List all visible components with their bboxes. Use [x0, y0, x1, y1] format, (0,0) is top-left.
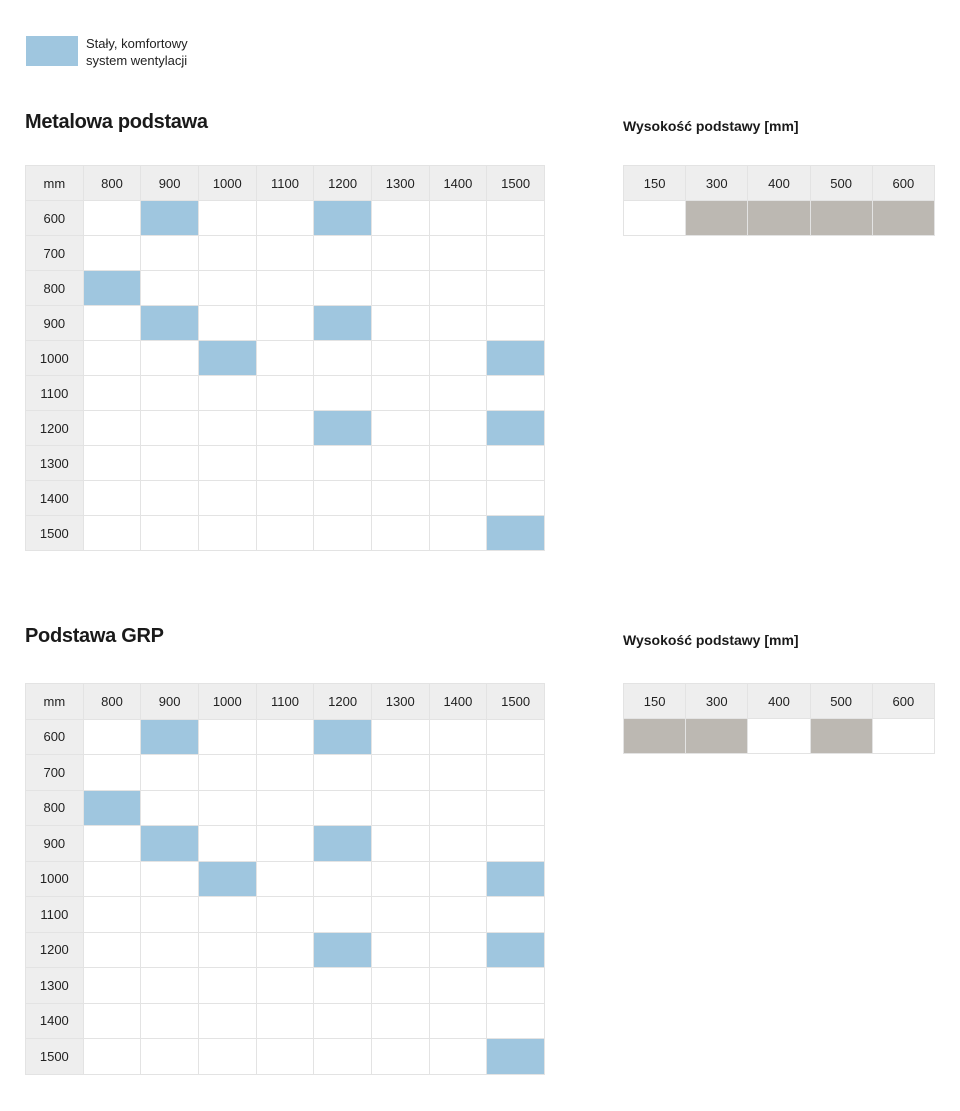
- column-header: 1400: [429, 166, 487, 201]
- grid-cell: [198, 719, 256, 755]
- row-header: 1300: [26, 446, 84, 481]
- row-header: 1500: [26, 1039, 84, 1075]
- grid-cell-available: [141, 719, 199, 755]
- grid-cell: [198, 968, 256, 1004]
- grid-cell: [198, 897, 256, 933]
- grid-cell: [429, 790, 487, 826]
- column-header: 1300: [371, 166, 429, 201]
- grid-cell: [314, 755, 372, 791]
- grid-cell: [429, 411, 487, 446]
- grid-cell: [314, 341, 372, 376]
- grid-cell: [141, 411, 199, 446]
- grid-cell: [141, 446, 199, 481]
- height-value-row: [624, 719, 935, 754]
- grid-cell: [429, 826, 487, 862]
- height-value-row: [624, 201, 935, 236]
- height-cell-available: [810, 719, 872, 754]
- grid-cell: [487, 201, 545, 236]
- column-header: 1100: [256, 166, 314, 201]
- grid-cell: [429, 755, 487, 791]
- grid-cell: [141, 481, 199, 516]
- grid-cell: [256, 411, 314, 446]
- height-cell: [624, 201, 686, 236]
- row-header: 1300: [26, 968, 84, 1004]
- grid-cell: [198, 306, 256, 341]
- corner-label: mm: [26, 166, 84, 201]
- grid-cell: [83, 201, 141, 236]
- grid-cell: [429, 236, 487, 271]
- grid-row: [26, 861, 545, 897]
- grid-cell: [256, 755, 314, 791]
- grid-cell: [256, 446, 314, 481]
- grid-cell: [83, 236, 141, 271]
- grid-cell: [256, 719, 314, 755]
- grid-cell-available: [314, 411, 372, 446]
- grid-cell: [429, 861, 487, 897]
- grid-cell: [256, 236, 314, 271]
- grid-cell: [371, 306, 429, 341]
- grid-cell: [256, 516, 314, 551]
- grid-cell: [314, 1039, 372, 1075]
- column-header: 800: [83, 684, 141, 720]
- grid-cell-available: [141, 201, 199, 236]
- grid-cell: [429, 1003, 487, 1039]
- row-header: 800: [26, 790, 84, 826]
- grid-row: [26, 271, 545, 306]
- grid-row: [26, 446, 545, 481]
- grid-cell-available: [314, 826, 372, 862]
- height-header: 500: [810, 684, 872, 719]
- height-title-grp: Wysokość podstawy [mm]: [623, 632, 799, 648]
- grid-cell: [256, 481, 314, 516]
- grid-cell: [256, 306, 314, 341]
- grid-cell: [83, 376, 141, 411]
- grid-row: [26, 341, 545, 376]
- height-header: 150: [624, 166, 686, 201]
- grid-cell: [314, 446, 372, 481]
- grid-cell: [256, 790, 314, 826]
- section-title-metal: Metalowa podstawa: [25, 111, 208, 133]
- grid-cell: [83, 932, 141, 968]
- grid-cell: [314, 481, 372, 516]
- grid-cell: [198, 932, 256, 968]
- grid-cell: [371, 790, 429, 826]
- grid-cell-available: [198, 341, 256, 376]
- grid-row: [26, 719, 545, 755]
- grid-cell: [83, 1039, 141, 1075]
- grid-cell: [141, 1003, 199, 1039]
- grid-cell: [371, 481, 429, 516]
- grid-cell-available: [141, 306, 199, 341]
- grid-header-row: [26, 684, 545, 720]
- grid-cell: [198, 755, 256, 791]
- height-title-metal: Wysokość podstawy [mm]: [623, 118, 799, 134]
- row-header: 1200: [26, 411, 84, 446]
- grid-row: [26, 1039, 545, 1075]
- grid-cell-available: [198, 861, 256, 897]
- grid-cell: [371, 1039, 429, 1075]
- grid-cell: [83, 755, 141, 791]
- grid-cell-available: [314, 932, 372, 968]
- column-header: 1100: [256, 684, 314, 720]
- grid-cell-available: [487, 1039, 545, 1075]
- grid-cell: [198, 790, 256, 826]
- grid-cell: [487, 306, 545, 341]
- row-header: 700: [26, 755, 84, 791]
- grid-cell: [141, 376, 199, 411]
- height-table-metal: [623, 165, 935, 236]
- grid-cell: [141, 755, 199, 791]
- grid-cell: [198, 271, 256, 306]
- grid-cell: [141, 861, 199, 897]
- height-cell-available: [686, 201, 748, 236]
- row-header: 1100: [26, 376, 84, 411]
- grid-cell: [83, 719, 141, 755]
- grid-cell-available: [141, 826, 199, 862]
- grid-cell: [429, 481, 487, 516]
- grid-cell: [314, 236, 372, 271]
- height-header: 600: [872, 684, 934, 719]
- grid-cell: [256, 968, 314, 1004]
- grid-cell: [371, 236, 429, 271]
- legend-label: Stały, komfortowy system wentylacji: [86, 36, 188, 68]
- grid-cell: [83, 897, 141, 933]
- grid-cell: [198, 411, 256, 446]
- grid-cell-available: [487, 932, 545, 968]
- grid-cell: [429, 932, 487, 968]
- grid-row: [26, 201, 545, 236]
- grid-cell: [198, 1003, 256, 1039]
- height-table-grp: [623, 683, 935, 754]
- grid-cell: [314, 790, 372, 826]
- height-header-row: [624, 166, 935, 201]
- grid-cell: [141, 968, 199, 1004]
- column-header: 1400: [429, 684, 487, 720]
- grid-cell: [314, 897, 372, 933]
- height-cell-available: [872, 201, 934, 236]
- grid-cell: [429, 341, 487, 376]
- grid-row: [26, 411, 545, 446]
- grid-cell: [371, 755, 429, 791]
- column-header: 1000: [198, 684, 256, 720]
- grid-cell: [83, 446, 141, 481]
- grid-cell: [256, 826, 314, 862]
- height-header: 600: [872, 166, 934, 201]
- grid-cell: [256, 861, 314, 897]
- grid-cell: [371, 376, 429, 411]
- height-cell-available: [686, 719, 748, 754]
- row-header: 1200: [26, 932, 84, 968]
- grid-cell: [314, 516, 372, 551]
- grid-cell: [429, 306, 487, 341]
- grid-cell: [314, 861, 372, 897]
- grid-cell-available: [487, 341, 545, 376]
- grid-cell: [83, 1003, 141, 1039]
- row-header: 1000: [26, 861, 84, 897]
- grid-cell-available: [487, 861, 545, 897]
- grid-cell: [256, 1039, 314, 1075]
- column-header: 1200: [314, 684, 372, 720]
- grid-cell: [429, 1039, 487, 1075]
- grid-row: [26, 516, 545, 551]
- grid-cell: [429, 897, 487, 933]
- row-header: 800: [26, 271, 84, 306]
- grid-cell: [83, 341, 141, 376]
- grid-row: [26, 790, 545, 826]
- grid-cell: [371, 341, 429, 376]
- grid-cell: [429, 719, 487, 755]
- grid-cell: [83, 411, 141, 446]
- grid-cell: [429, 376, 487, 411]
- height-header: 150: [624, 684, 686, 719]
- grid-cell: [371, 861, 429, 897]
- grid-cell-available: [487, 411, 545, 446]
- grid-cell: [429, 968, 487, 1004]
- grid-cell: [487, 897, 545, 933]
- grid-cell: [314, 968, 372, 1004]
- column-header: 1000: [198, 166, 256, 201]
- grid-row: [26, 481, 545, 516]
- section-title-grp: Podstawa GRP: [25, 625, 164, 647]
- grid-row: [26, 376, 545, 411]
- grid-row: [26, 897, 545, 933]
- grid-cell: [487, 446, 545, 481]
- grid-cell: [198, 376, 256, 411]
- grid-cell: [198, 446, 256, 481]
- grid-cell: [256, 271, 314, 306]
- grid-cell: [314, 376, 372, 411]
- grid-header-row: [26, 166, 545, 201]
- grid-cell: [256, 932, 314, 968]
- size-grid-metal: [25, 165, 545, 551]
- row-header: 600: [26, 201, 84, 236]
- column-header: 800: [83, 166, 141, 201]
- grid-cell-available: [314, 201, 372, 236]
- grid-cell: [487, 271, 545, 306]
- legend-swatch: [26, 36, 78, 66]
- grid-cell: [198, 826, 256, 862]
- grid-cell: [141, 897, 199, 933]
- grid-cell: [487, 481, 545, 516]
- size-grid-grp: [25, 683, 545, 1075]
- grid-cell: [198, 516, 256, 551]
- column-header: 900: [141, 684, 199, 720]
- row-header: 1400: [26, 1003, 84, 1039]
- grid-cell-available: [487, 516, 545, 551]
- column-header: 1500: [487, 684, 545, 720]
- grid-row: [26, 306, 545, 341]
- grid-cell: [371, 446, 429, 481]
- grid-cell: [371, 201, 429, 236]
- grid-cell: [141, 790, 199, 826]
- grid-cell: [198, 1039, 256, 1075]
- height-cell-available: [624, 719, 686, 754]
- grid-cell-available: [83, 790, 141, 826]
- column-header: 1300: [371, 684, 429, 720]
- row-header: 900: [26, 306, 84, 341]
- row-header: 900: [26, 826, 84, 862]
- grid-row: [26, 755, 545, 791]
- grid-cell-available: [83, 271, 141, 306]
- grid-cell: [314, 1003, 372, 1039]
- row-header: 1400: [26, 481, 84, 516]
- grid-cell: [141, 341, 199, 376]
- column-header: 1200: [314, 166, 372, 201]
- grid-cell: [487, 790, 545, 826]
- grid-row: [26, 826, 545, 862]
- grid-cell: [487, 1003, 545, 1039]
- grid-cell: [371, 516, 429, 551]
- grid-cell: [256, 376, 314, 411]
- grid-cell: [141, 1039, 199, 1075]
- height-header: 300: [686, 684, 748, 719]
- grid-cell: [371, 897, 429, 933]
- grid-cell: [83, 306, 141, 341]
- grid-cell: [256, 201, 314, 236]
- height-cell: [748, 719, 810, 754]
- grid-cell: [83, 481, 141, 516]
- grid-cell: [314, 271, 372, 306]
- row-header: 700: [26, 236, 84, 271]
- grid-cell: [371, 719, 429, 755]
- row-header: 600: [26, 719, 84, 755]
- grid-row: [26, 1003, 545, 1039]
- grid-cell: [141, 932, 199, 968]
- grid-cell: [83, 861, 141, 897]
- grid-cell: [429, 446, 487, 481]
- grid-cell: [371, 932, 429, 968]
- column-header: 900: [141, 166, 199, 201]
- grid-cell: [256, 897, 314, 933]
- height-cell-available: [748, 201, 810, 236]
- grid-cell: [429, 271, 487, 306]
- height-header: 300: [686, 166, 748, 201]
- height-cell: [872, 719, 934, 754]
- grid-cell: [198, 236, 256, 271]
- grid-cell: [141, 271, 199, 306]
- grid-cell: [487, 376, 545, 411]
- grid-cell: [487, 826, 545, 862]
- grid-cell: [141, 236, 199, 271]
- legend: [26, 36, 216, 69]
- grid-cell: [429, 516, 487, 551]
- grid-cell: [256, 341, 314, 376]
- grid-cell: [487, 968, 545, 1004]
- row-header: 1100: [26, 897, 84, 933]
- height-header-row: [624, 684, 935, 719]
- grid-cell: [198, 481, 256, 516]
- grid-cell: [83, 968, 141, 1004]
- grid-cell-available: [314, 719, 372, 755]
- row-header: 1500: [26, 516, 84, 551]
- height-header: 500: [810, 166, 872, 201]
- grid-cell: [429, 201, 487, 236]
- grid-cell: [487, 719, 545, 755]
- corner-label: mm: [26, 684, 84, 720]
- grid-row: [26, 236, 545, 271]
- grid-cell: [487, 755, 545, 791]
- grid-cell: [83, 826, 141, 862]
- grid-cell-available: [314, 306, 372, 341]
- grid-row: [26, 932, 545, 968]
- column-header: 1500: [487, 166, 545, 201]
- grid-cell: [83, 516, 141, 551]
- height-cell-available: [810, 201, 872, 236]
- grid-row: [26, 968, 545, 1004]
- grid-cell: [371, 271, 429, 306]
- grid-cell: [256, 1003, 314, 1039]
- height-header: 400: [748, 166, 810, 201]
- grid-cell: [141, 516, 199, 551]
- row-header: 1000: [26, 341, 84, 376]
- height-header: 400: [748, 684, 810, 719]
- grid-cell: [371, 411, 429, 446]
- grid-cell: [371, 826, 429, 862]
- grid-cell: [371, 1003, 429, 1039]
- grid-cell: [371, 968, 429, 1004]
- grid-cell: [487, 236, 545, 271]
- grid-cell: [198, 201, 256, 236]
